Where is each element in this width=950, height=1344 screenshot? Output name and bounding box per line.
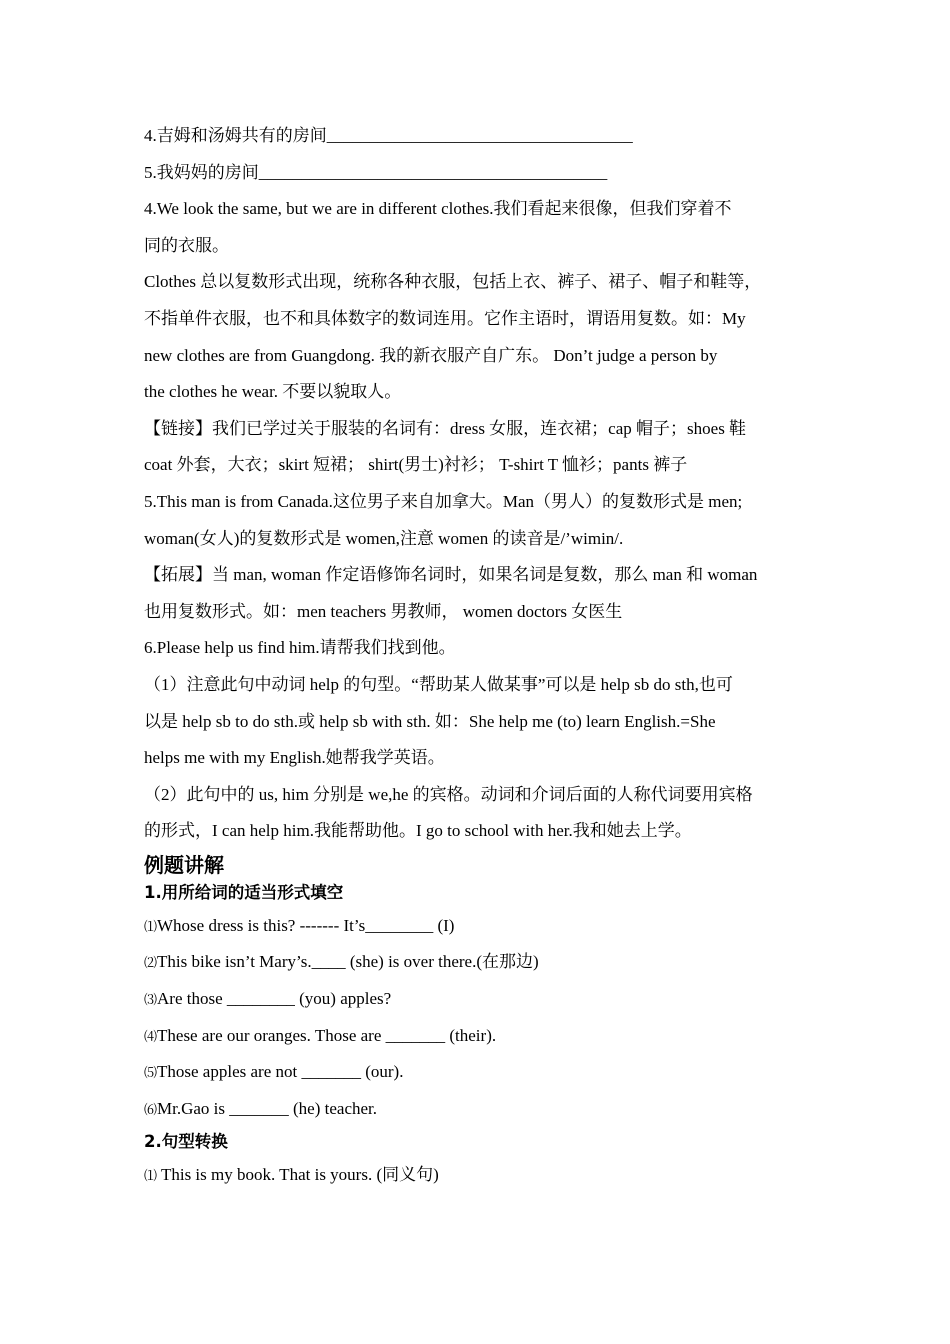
exercise-1-title: 1.用所给词的适当形式填空 (144, 882, 344, 902)
text-line: 4.We look the same, but we are in different clothes.我们看起来很像，但我们穿着不 (144, 199, 732, 219)
item-number: ⑷ (144, 1028, 158, 1044)
item-text: Whose dress is this? ------- It’s________ (I) (157, 915, 455, 935)
text-line: 6.Please help us find him.请帮我们找到他。 (144, 638, 456, 658)
exercise-item (144, 944, 814, 981)
text-line: 【拓展】当 man, woman 作定语修饰名词时，如果名词是复数，那么 man 和 woman (144, 565, 758, 585)
text-line: woman(女人)的复数形式是 women,注意 women 的读音是/’wimin/. (144, 528, 624, 548)
exercise-item (144, 1091, 814, 1128)
text-line: helps me with my English.她帮我学英语。 (144, 748, 445, 768)
text-line: coat 外套，大衣；skirt 短裙； shirt(男士)衬衫； T-shirt T 恤衫；pants 裤子 (144, 455, 688, 475)
exercise-item (144, 1018, 814, 1055)
item-number: ⑶ (144, 992, 158, 1008)
document-page (144, 118, 814, 1194)
text-line: （1）注意此句中动词 help 的句型。“帮助某人做某事”可以是 help sb do sth,也可 (144, 674, 733, 694)
text-line: （2）此句中的 us, him 分别是 we,he 的宾格。动词和介词后面的人称代词要用宾格 (144, 784, 753, 804)
text-line: 同的衣服。 (144, 235, 229, 255)
exercise-2-title: 2.句型转换 (144, 1132, 228, 1152)
text-line: 5.我妈妈的房间_________________________________________ (144, 162, 608, 182)
item-number: ⑴ (144, 1168, 158, 1184)
text-line: 不指单件衣服，也不和具体数字的数词连用。它作主语时，谓语用复数。如：My (144, 308, 746, 328)
item-number: ⑵ (144, 955, 158, 971)
text-line: 的形式，I can help him.我能帮助他。I go to school with her.我和她去上学。 (144, 821, 692, 841)
item-text: This is my book. That is yours. (同义句) (157, 1165, 439, 1185)
text-line: 也用复数形式。如：men teachers 男教师， women doctors 女医生 (144, 601, 623, 621)
item-number: ⑹ (144, 1101, 158, 1117)
section-title: 例题讲解 (144, 852, 224, 877)
exercise-item (144, 1054, 814, 1091)
text-line: 【链接】我们已学过关于服装的名词有：dress 女服，连衣裙；cap 帽子；shoes 鞋 (144, 418, 747, 438)
item-text: This bike isn’t Mary’s.____ (she) is over there.(在那边) (157, 952, 539, 972)
exercise-item (144, 1157, 814, 1194)
item-text: These are our oranges. Those are _______ (their). (157, 1025, 497, 1045)
item-text: Mr.Gao is _______ (he) teacher. (157, 1098, 378, 1118)
item-number: ⑸ (144, 1065, 158, 1081)
text-line: 5.This man is from Canada.这位男子来自加拿大。Man（男人）的复数形式是 men; (144, 491, 743, 511)
text-line: Clothes 总以复数形式出现，统称各种衣服，包括上衣、裤子、裙子、帽子和鞋等， (144, 272, 762, 292)
text-line: 4.吉姆和汤姆共有的房间____________________________________ (144, 126, 633, 145)
item-number: ⑴ (144, 918, 158, 934)
text-line: 以是 help sb to do sth.或 help sb with sth. 如：She help me (to) learn English.=She (144, 711, 716, 731)
item-text: Those apples are not _______ (our). (157, 1062, 404, 1082)
exercise-item (144, 908, 814, 945)
text-line: the clothes he wear. 不要以貌取人。 (144, 382, 402, 402)
item-text: Are those ________ (you) apples? (157, 989, 392, 1009)
exercise-item (144, 981, 814, 1018)
text-line: new clothes are from Guangdong. 我的新衣服产自广东。 Don’t judge a person by (144, 345, 718, 365)
